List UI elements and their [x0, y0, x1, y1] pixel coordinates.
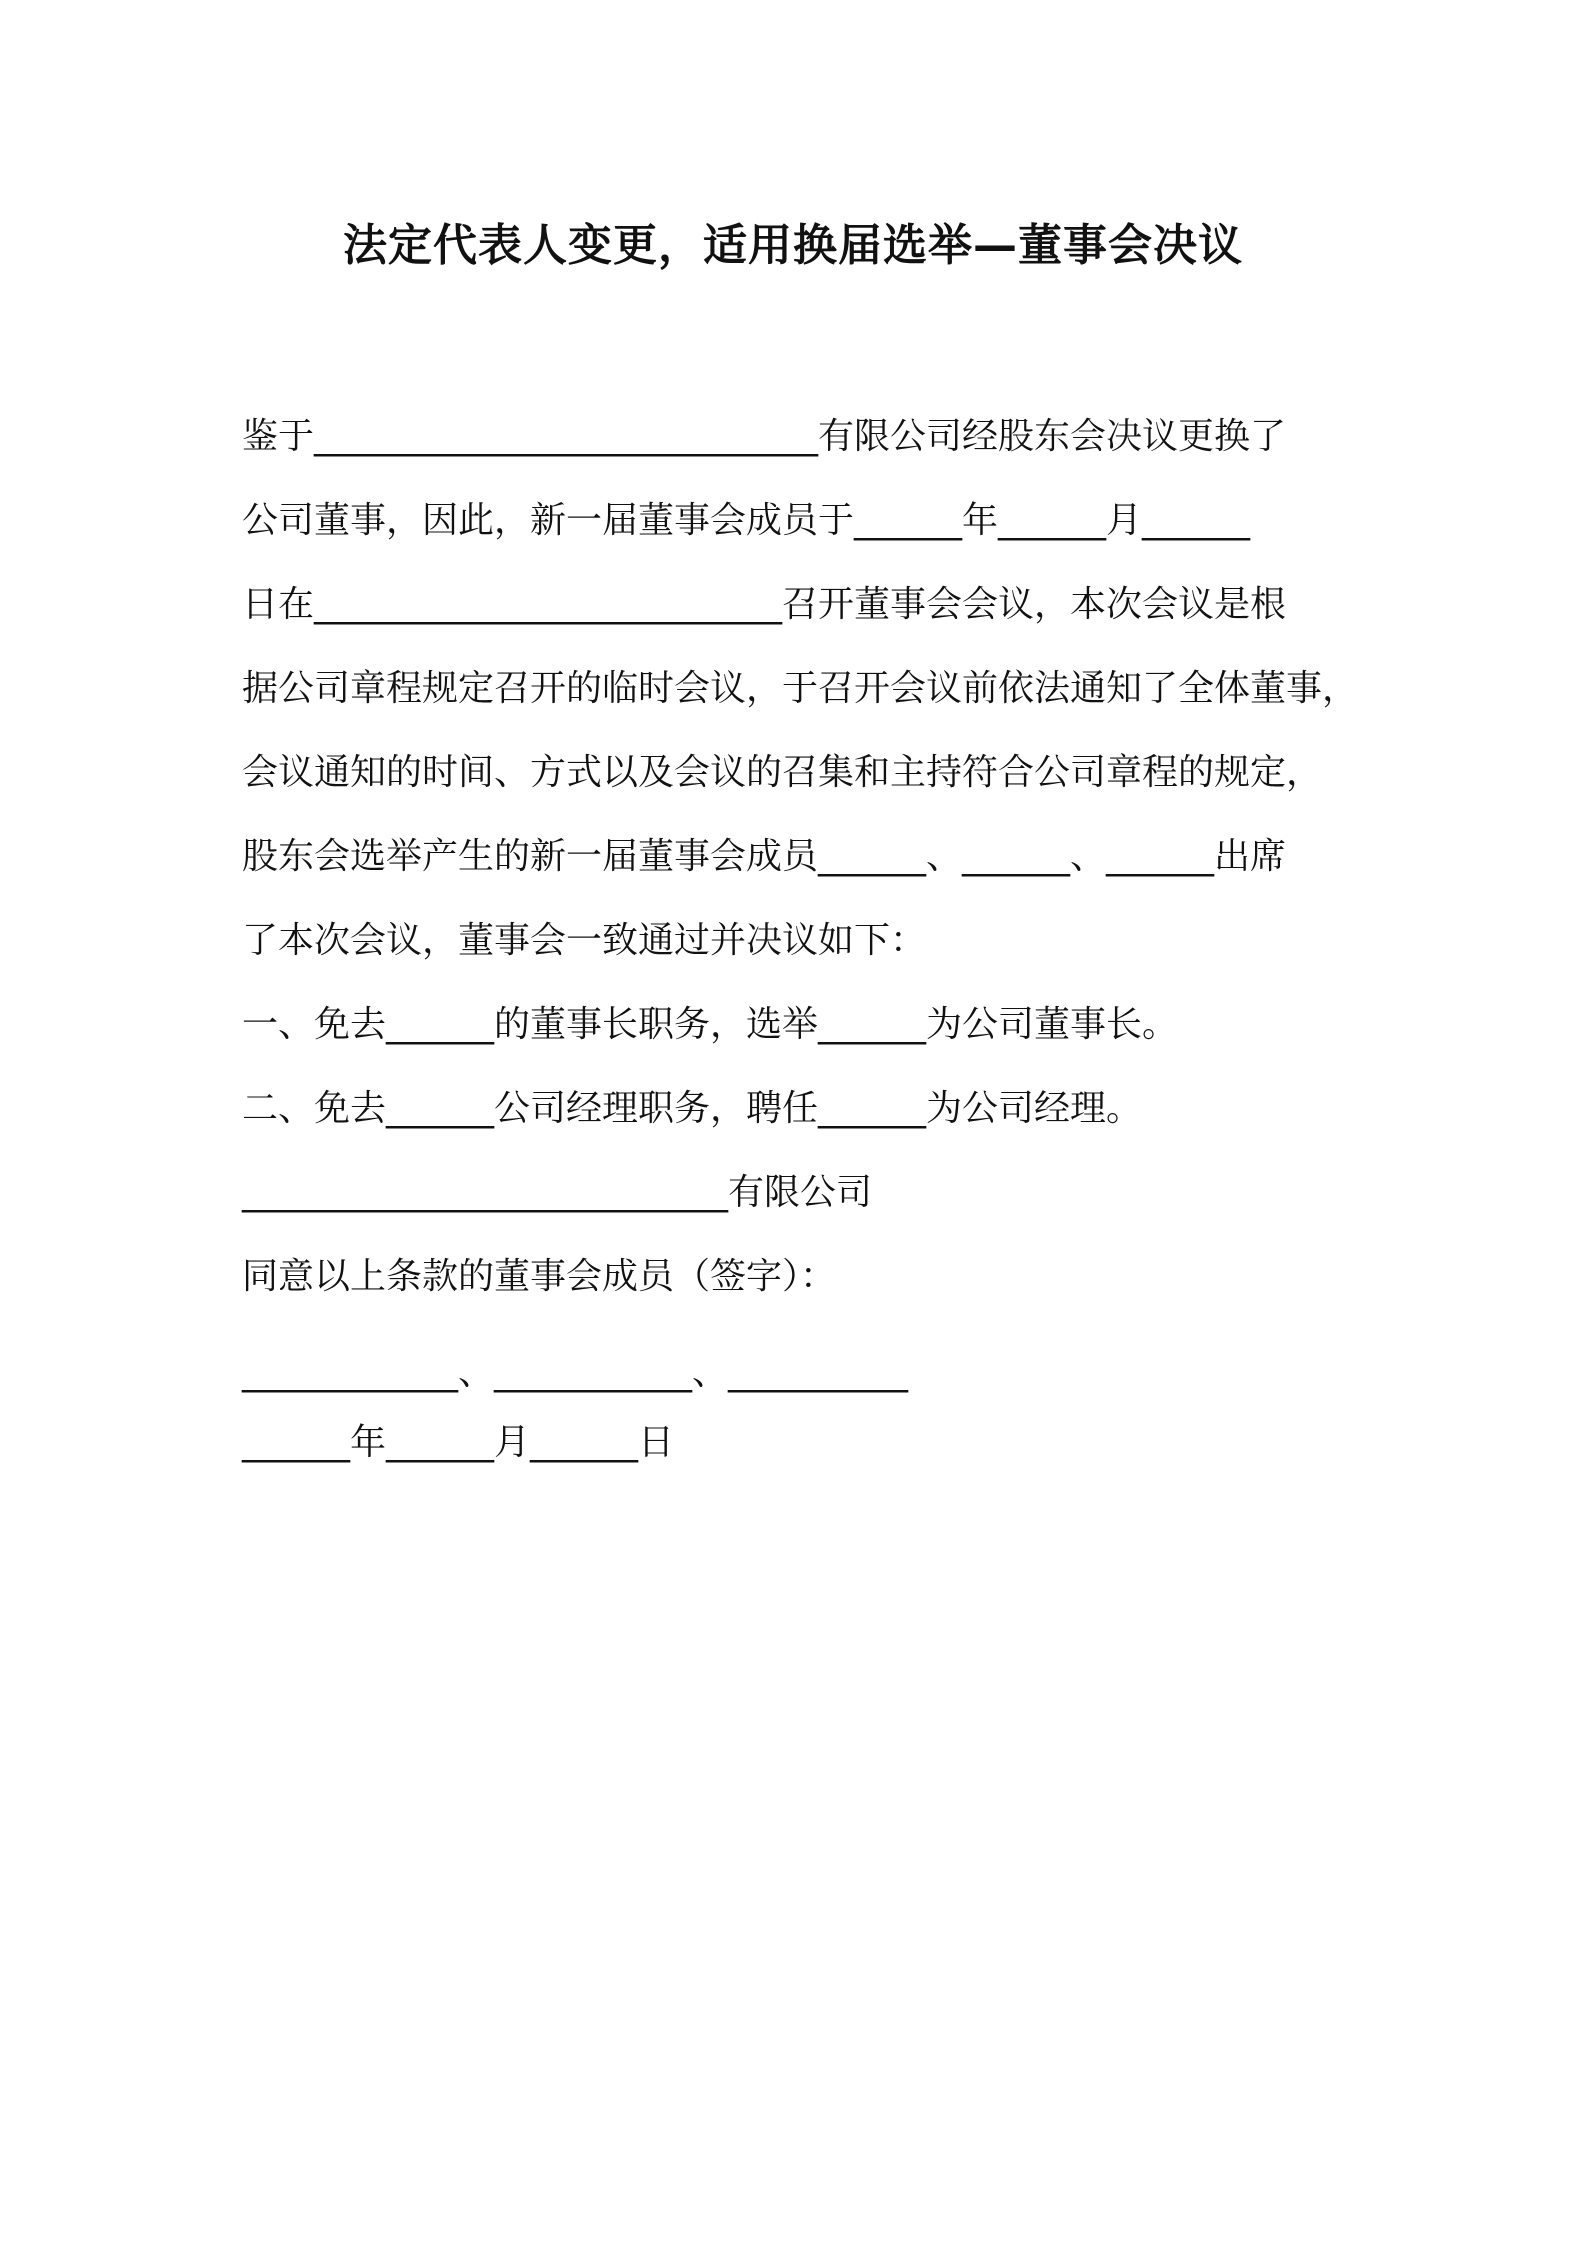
document-title: 法定代表人变更，适用换届选举—董事会决议: [343, 220, 1243, 271]
body-line-1: 鉴于____________________________有限公司经股东会决议更换了: [242, 416, 1287, 457]
resolution-item-2: 二、免去______公司经理职务，聘任______为公司经理。: [242, 1088, 1143, 1129]
body-line-4: 据公司章程规定召开的临时会议，于召开会议前依法通知了全体董事，: [242, 668, 1359, 709]
signature-blanks: ____________、___________、__________: [242, 1352, 908, 1393]
resolution-item-1: 一、免去______的董事长职务，选举______为公司董事长。: [242, 1004, 1179, 1045]
body-line-6: 股东会选举产生的新一届董事会成员______、______、______出席: [242, 836, 1287, 877]
signature-caption: 同意以上条款的董事会成员（签字）：: [242, 1256, 837, 1297]
body-line-7: 了本次会议，董事会一致通过并决议如下：: [242, 920, 927, 961]
body-line-2: 公司董事，因此，新一届董事会成员于______年______月______: [242, 500, 1251, 541]
date-line: ______年______月______日: [242, 1422, 674, 1463]
body-line-5: 会议通知的时间、方式以及会议的召集和主持符合公司章程的规定，: [242, 752, 1323, 793]
body-line-3: 日在__________________________召开董事会会议，本次会议是根: [242, 584, 1287, 625]
company-name-line: ___________________________有限公司: [242, 1172, 873, 1213]
